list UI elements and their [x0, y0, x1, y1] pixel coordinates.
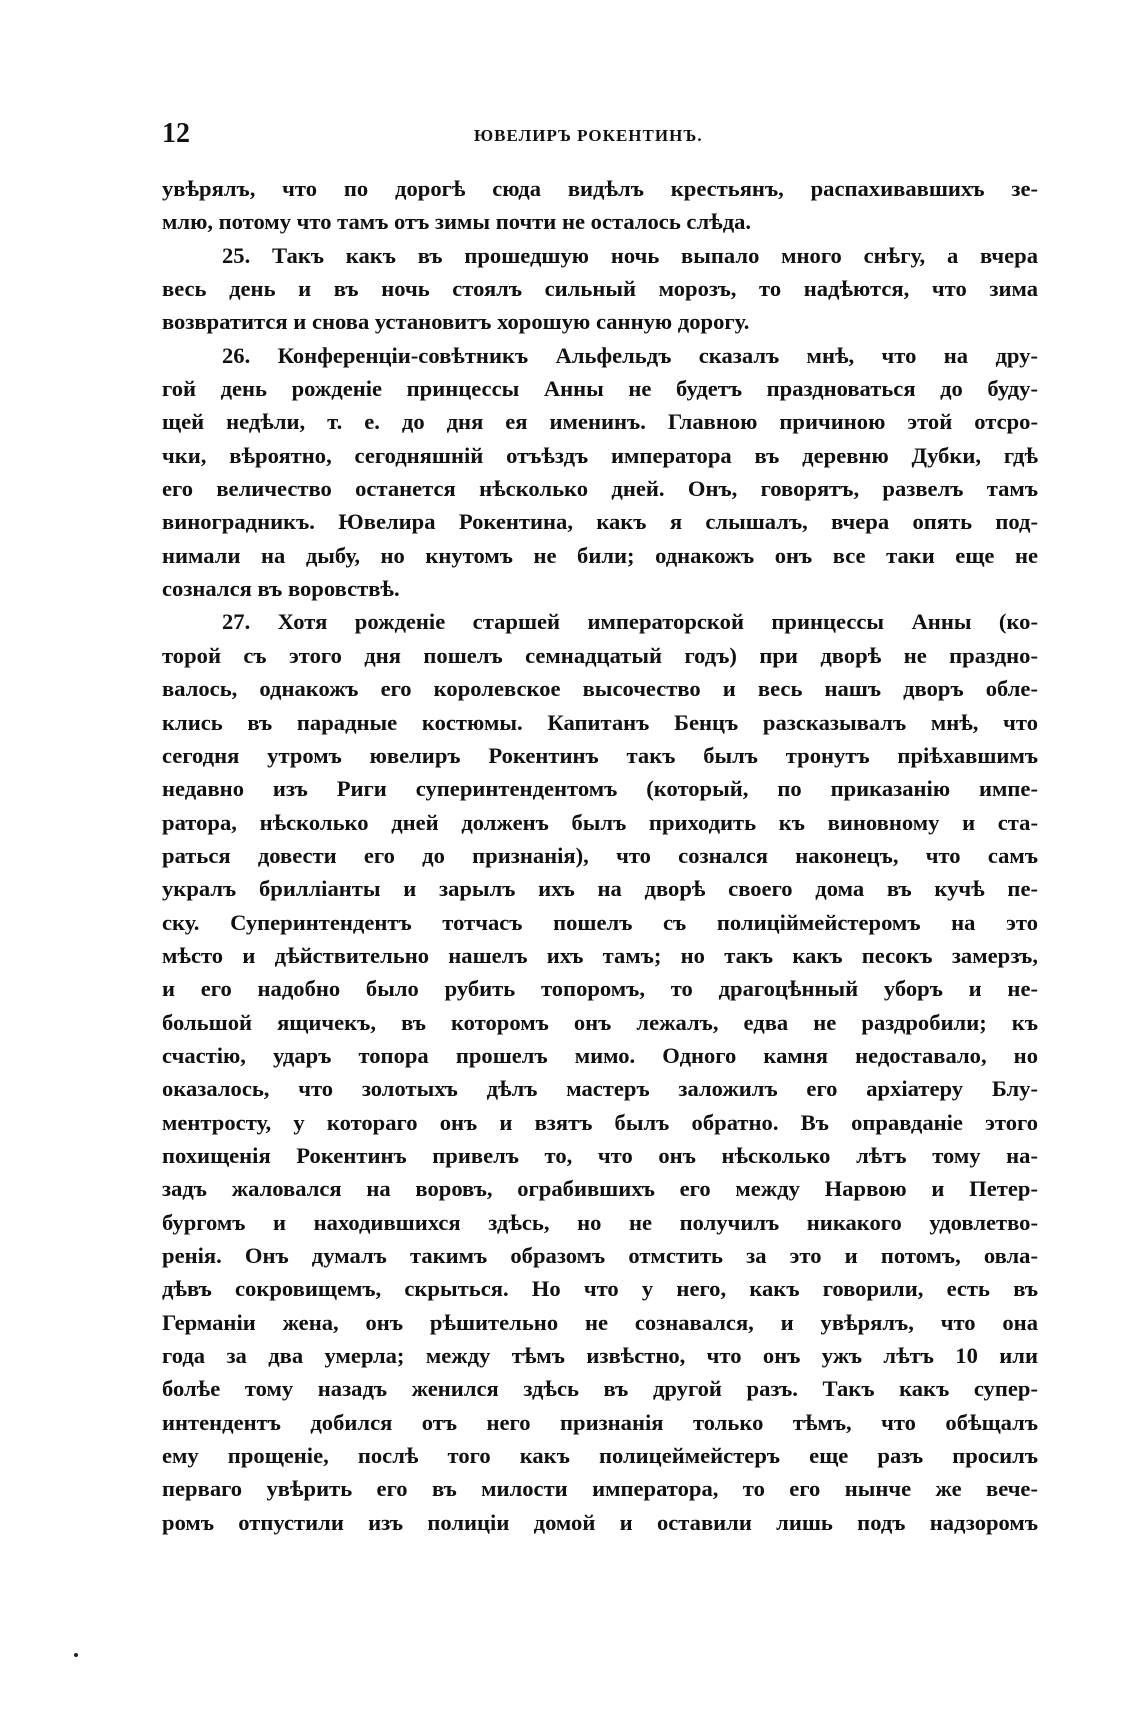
- text-line: валось, однакожъ его королевское высочество и весь нашъ дворъ обле-: [162, 676, 1038, 702]
- text-line: мѣсто и дѣйствительно нашелъ ихъ тамъ; но такъ какъ песокъ замерзъ,: [162, 942, 1038, 968]
- text-line: гой день рожденіе принцессы Анны не будетъ праздноваться до буду-: [162, 376, 1038, 402]
- text-line: перваго увѣрить его въ милости императора, то его нынче же вече-: [162, 1476, 1038, 1502]
- page-header: [162, 118, 1038, 158]
- text-line: нимали на дыбу, но кнутомъ не били; однакожъ онъ все таки еще не: [162, 542, 1038, 568]
- text-line: ментросту, у котораго онъ и взятъ былъ обратно. Въ оправданіе этого: [162, 1109, 1038, 1135]
- text-line: сегодня утромъ ювелиръ Рокентинъ такъ былъ тронутъ пріѣхавшимъ: [162, 742, 1038, 768]
- text-line: счастію, ударъ топора прошелъ мимо. Одного камня недоставало, но: [162, 1042, 1038, 1068]
- text-line: клись въ парадные костюмы. Капитанъ Бенцъ разсказывалъ мнѣ, что: [162, 709, 1038, 735]
- text-line: и его надобно было рубить топоромъ, то драгоцѣнный уборъ и не-: [162, 976, 1038, 1002]
- text-line: оказалось, что золотыхъ дѣлъ мастеръ заложилъ его архіатеру Блу-: [162, 1076, 1038, 1102]
- text-line: возвратится и снова установитъ хорошую санную дорогу.: [162, 309, 750, 335]
- page-number: 12: [162, 118, 190, 149]
- text-line: ренія. Онъ думалъ такимъ образомъ отмстить за это и потомъ, овла-: [162, 1243, 1038, 1268]
- text-line: похищенія Рокентинъ привелъ то, что онъ нѣсколько лѣтъ тому на-: [162, 1142, 1038, 1168]
- text-line: большой ящичекъ, въ которомъ онъ лежалъ, едва не раздробили; къ: [162, 1009, 1038, 1035]
- text-line: бургомъ и находившихся здѣсь, но не получилъ никакого удовлетво-: [162, 1209, 1038, 1235]
- text-line: недавно изъ Риги суперинтендентомъ (который, по приказанію импе-: [162, 776, 1038, 802]
- text-line: болѣе тому назадъ женился здѣсь въ другой разъ. Такъ какъ супер-: [162, 1376, 1038, 1402]
- text-line: млю, потому что тамъ отъ зимы почти не осталось слѣда.: [162, 209, 752, 235]
- paragraph-27-start: 27. Хотя рожденіе старшей императорской принцессы Анны (ко-: [222, 609, 1038, 635]
- paragraph-26-start: 26. Конференціи-совѣтникъ Альфельдъ сказалъ мнѣ, что на дру-: [222, 342, 1038, 368]
- text-line: ему прощеніе, послѣ того какъ полицеймейстеръ еще разъ просилъ: [162, 1443, 1038, 1469]
- text-line: задъ жаловался на воровъ, ограбившихъ его между Нарвою и Петер-: [162, 1176, 1038, 1202]
- text-line: дѣвъ сокровищемъ, скрыться. Но что у него, какъ говорили, есть въ: [162, 1276, 1038, 1302]
- text-line: укралъ брилліанты и зарылъ ихъ на дворѣ своего дома въ кучѣ пе-: [162, 876, 1038, 902]
- print-speck: [74, 1653, 78, 1657]
- text-line: ратора, нѣсколько дней долженъ былъ приходить къ виновному и ста-: [162, 809, 1038, 835]
- text-line: торой съ этого дня пошелъ семнадцатый годъ) при дворѣ не праздно-: [162, 642, 1038, 668]
- text-line: сознался въ воровствѣ.: [162, 576, 400, 602]
- text-line: весь день и въ ночь стоялъ сильный морозъ, то надѣются, что зима: [162, 276, 1038, 302]
- text-line: интендентъ добился отъ него признанія только тѣмъ, что обѣщалъ: [162, 1409, 1038, 1435]
- text-line: его величество останется нѣсколько дней. Онъ, говорятъ, развелъ тамъ: [162, 476, 1038, 502]
- text-line: года за два умерла; между тѣмъ извѣстно, что онъ ужъ лѣтъ 10 или: [162, 1343, 1038, 1369]
- text-line: Германіи жена, онъ рѣшительно не сознавался, и увѣрялъ, что она: [162, 1309, 1038, 1335]
- text-line: ромъ отпустили изъ полиціи домой и оставили лишь подъ надзоромъ: [162, 1509, 1038, 1535]
- paragraph-25-start: 25. Такъ какъ въ прошедшую ночь выпало много снѣгу, а вчера: [222, 242, 1038, 268]
- running-title: ЮВЕЛИРЪ РОКЕНТИНЪ.: [474, 126, 703, 145]
- body-text: [162, 172, 1038, 1539]
- text-line: чки, вѣроятно, сегодняшній отъѣздъ императора въ деревню Дубки, гдѣ: [162, 442, 1038, 468]
- text-line: виноградникъ. Ювелира Рокентина, какъ я слышалъ, вчера опять под-: [162, 509, 1038, 535]
- text-line: ску. Суперинтендентъ тотчасъ пошелъ съ полиціймейстеромъ на это: [162, 909, 1038, 935]
- text-line: щей недѣли, т. е. до дня ея именинъ. Главною причиною этой отсро-: [162, 409, 1038, 435]
- text-line: раться довести его до признанія), что сознался наконецъ, что самъ: [162, 842, 1038, 868]
- text-line: увѣрялъ, что по дорогѣ сюда видѣлъ крестьянъ, распахивавшихъ зе-: [162, 176, 1038, 201]
